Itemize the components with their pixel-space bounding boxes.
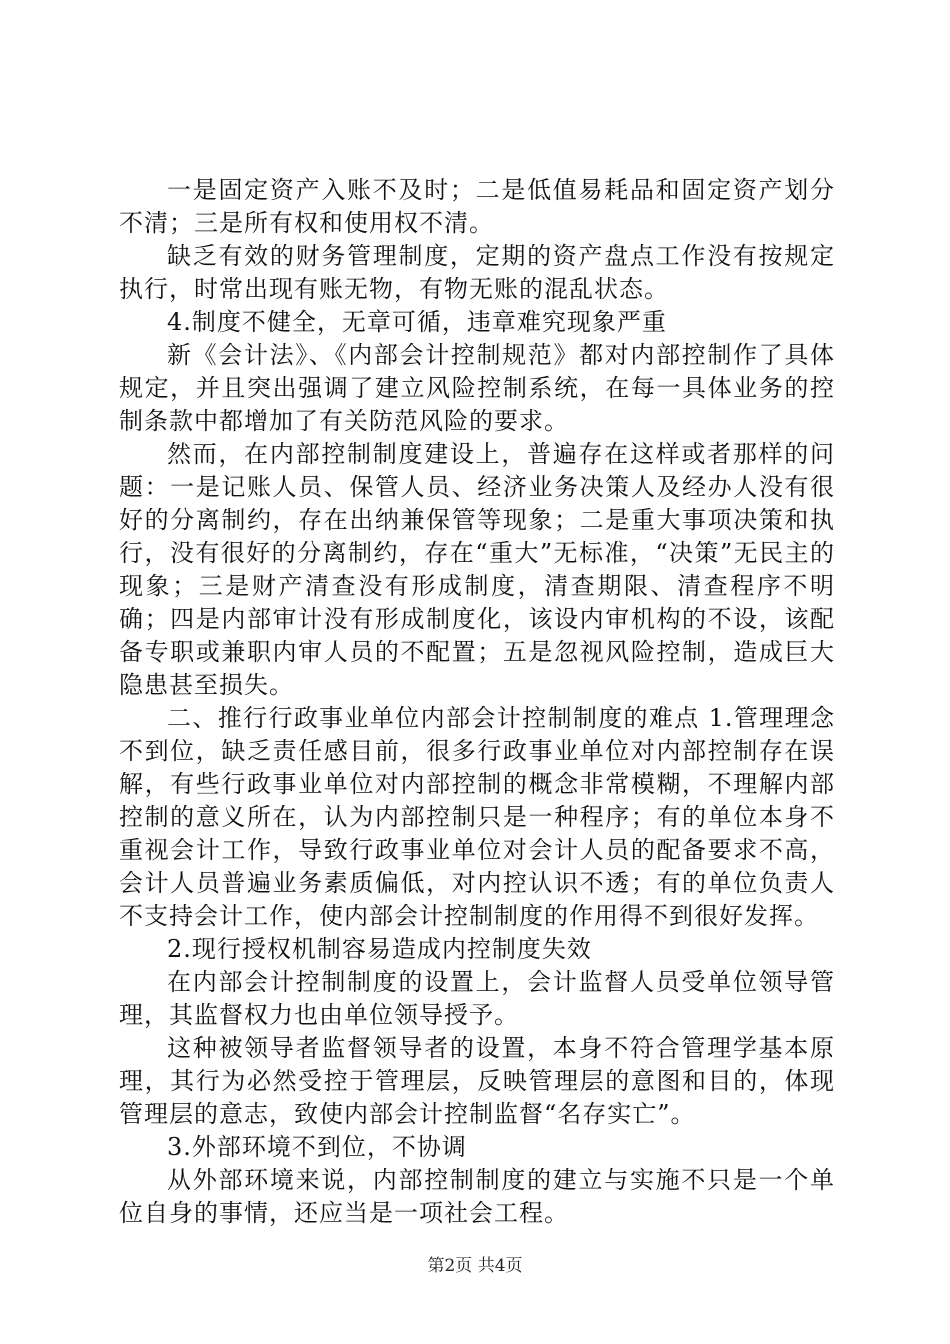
paragraph-external-environment: 从外部环境来说，内部控制制度的建立与实施不只是一个单位自身的事情，还应当是一项社会工程。 (119, 1166, 835, 1227)
page-number-footer: 第2页 共4页 (427, 1256, 523, 1276)
paragraph-fixed-asset-issues: 一是固定资产入账不及时；二是低值易耗品和固定资产划分不清；三是所有权和使用权不清。 (119, 176, 835, 237)
section-heading-4: 4.制度不健全，无章可循，违章难究现象严重 (167, 308, 667, 336)
paragraph-supervision-principle: 这种被领导者监督领导者的设置，本身不符合管理学基本原理，其行为必然受控于管理层，反映管理层的意图和目的，体现管理层的意志，致使内部会计控制监督“名存实亡”。 (119, 1034, 835, 1128)
paragraph-accounting-law: 新《会计法》、《内部会计控制规范》都对内部控制作了具体规定，并且突出强调了建立风险控制系统，在每一具体业务的控制条款中都增加了有关防范风险的要求。 (119, 341, 835, 435)
section-heading-2: 2.现行授权机制容易造成内控制度失效 (167, 935, 592, 963)
paragraph-lack-management: 缺乏有效的财务管理制度，定期的资产盘点工作没有按规定执行，时常出现有账无物，有物无账的混乱状态。 (119, 242, 835, 303)
document-body (119, 174, 835, 1230)
paragraph-difficulties: 二、推行行政事业单位内部会计控制制度的难点 1.管理理念不到位，缺乏责任感目前，很多行政事业单位对内部控制存在误解，有些行政事业单位对内部控制的概念非常模糊，不理解内部控制的意义所在，认为内部控制只是一种程序；有的单位本身不重视会计工作，导致行政事业单位对会计人员的配备要求不高，会计人员普遍业务素质偏低，对内控认识不透；有的单位负责人不支持会计工作，使内部会计控制制度的作用得不到很好发挥。 (119, 704, 835, 930)
section-heading-3: 3.外部环境不到位，不协调 (167, 1133, 467, 1161)
paragraph-supervision-setup: 在内部会计控制制度的设置上，会计监督人员受单位领导管理，其监督权力也由单位领导授予。 (119, 968, 835, 1029)
paragraph-control-problems: 然而，在内部控制制度建设上，普遍存在这样或者那样的问题：一是记账人员、保管人员、经济业务决策人及经办人没有很好的分离制约，存在出纳兼保管等现象；二是重大事项决策和执行，没有很好的分离制约，存在“重大”无标准，“决策”无民主的现象；三是财产清查没有形成制度，清查期限、清查程序不明确；四是内部审计没有形成制度化，该设内审机构的不设，该配备专职或兼职内审人员的不配置；五是忽视风险控制，造成巨大隐患甚至损失。 (119, 440, 835, 699)
